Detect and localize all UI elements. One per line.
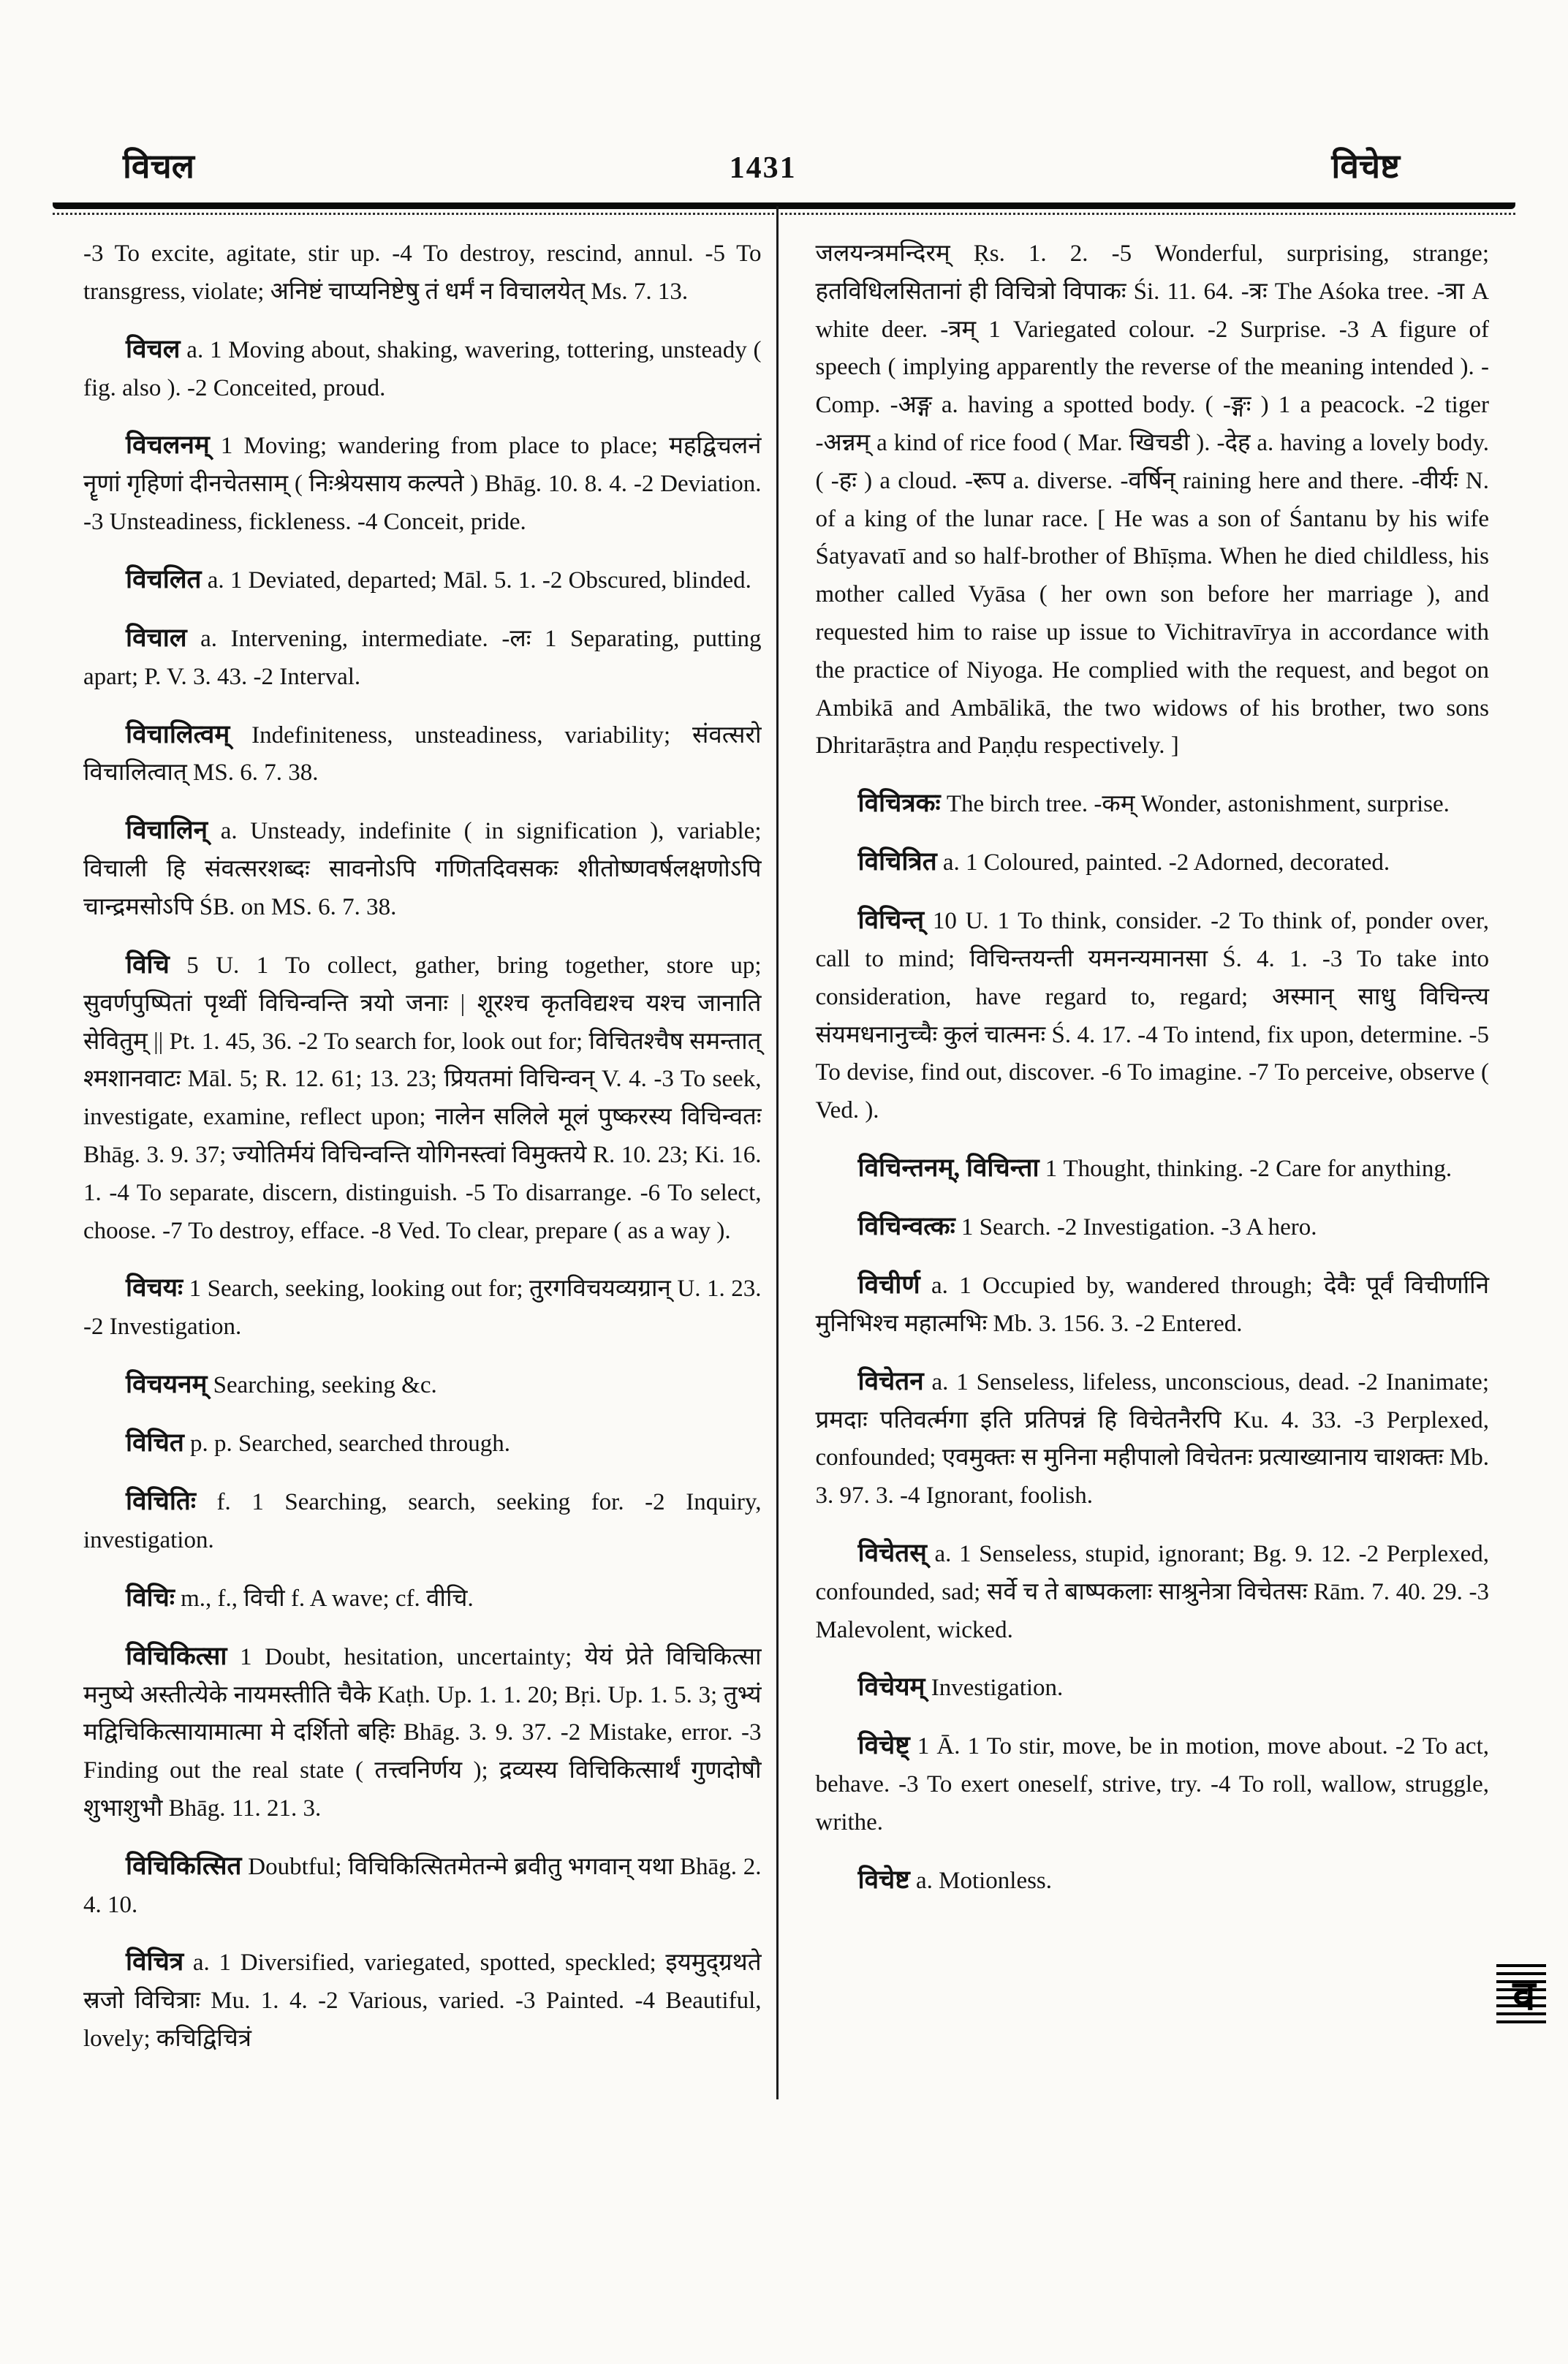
- dictionary-entry: [816, 784, 1490, 824]
- dictionary-entry: [83, 715, 762, 793]
- right-column: [787, 235, 1490, 2077]
- entry-headword: विचिन्त्: [857, 906, 925, 935]
- entry-headword: विचिः: [126, 1583, 175, 1612]
- entry-body: a. 1 Occupied by, wandered through; देवैः पूर्वं विचीर्णानि मुनिभिश्च महात्मभिः Mb. 3. 156. 3. -2 Entered.: [815, 1272, 1490, 1337]
- dictionary-entry: [83, 811, 762, 927]
- entry-body: a. 1 Diversified, variegated, spotted, speckled; इयमुद्ग्रथते स्रजो विचित्राः Mu. 1. 4. -2 Various, varied. -3 Painted. -4 Beautiful, lovely; कचिद्विचित्रं: [83, 1950, 762, 2053]
- entry-headword: विचीर्ण: [857, 1270, 920, 1299]
- dictionary-entry: [83, 235, 762, 311]
- entry-body: 1 Search. -2 Investigation. -3 A hero.: [961, 1213, 1317, 1240]
- entry-body: a. 1 Senseless, lifeless, unconscious, dead. -2 Inanimate; प्रमदाः पतिवर्त्मगा इति प्रतिपन्नं हि विचेतनैरपि Ku. 4. 33. -3 Perplexed, confounded; एवमुक्तः स मुनिना महीपालो विचेतनः प्रत्याख्यानाय चाशक्तः Mb. 3. 97. 3. -4 Ignorant, foolish.: [815, 1368, 1489, 1509]
- dictionary-entry: [83, 1268, 762, 1346]
- entry-headword: विचेष्ट: [857, 1865, 910, 1894]
- dictionary-entry: [816, 901, 1490, 1130]
- dictionary-entry: [83, 330, 762, 408]
- entry-body: 1 Thought, thinking. -2 Care for anything.: [1045, 1155, 1453, 1182]
- entry-body: a. 1 Deviated, departed; Māl. 5. 1. -2 Obscured, blinded.: [207, 567, 751, 594]
- entry-body: p. p. Searched, searched through.: [190, 1430, 511, 1457]
- dictionary-entry: [816, 842, 1490, 882]
- page-number: 1431: [729, 151, 797, 185]
- dictionary-entry: [83, 1637, 762, 1828]
- dictionary-entry: [816, 1207, 1490, 1247]
- dictionary-page: [0, 150, 1568, 2364]
- entry-body: m., f., विची f. A wave; cf. वीचि.: [181, 1585, 474, 1612]
- page-header: [0, 150, 1568, 183]
- entry-body: 1 Ā. 1 To stir, move, be in motion, move about. -2 To act, behave. -3 To exert oneself, strive, try. -4 To roll, wallow, struggle, writhe.: [815, 1733, 1490, 1836]
- entry-headword: विचाल: [126, 623, 187, 652]
- entry-body: Investigation.: [931, 1675, 1064, 1702]
- entry-headword: विचि: [126, 950, 170, 979]
- entry-headword: विचल: [126, 334, 181, 363]
- entry-body: a. 1 Moving about, shaking, wavering, tottering, unsteady ( fig. also ). -2 Conceited, proud.: [83, 336, 762, 401]
- entry-body: a. Unsteady, indefinite ( in signification ), variable; विचाली हि संवत्सरशब्दः सावनोऽपि गणितदिवसकः शीतोष्णवर्षलक्षणोऽपि चान्द्रमसोऽपि ŚB. on MS. 6. 7. 38.: [83, 818, 762, 920]
- entry-body: a. Intervening, intermediate. -लः 1 Separating, putting apart; P. V. 3. 43. -2 Interval.: [83, 625, 762, 690]
- entry-body: Indefiniteness, unsteadiness, variability; संवत्सरो विचालित्वात् MS. 6. 7. 38.: [83, 721, 762, 787]
- entry-headword: विचालिन्: [126, 816, 208, 845]
- entry-headword: विचेतन: [857, 1366, 924, 1395]
- dictionary-entry: [83, 618, 762, 697]
- dictionary-entry: [816, 1667, 1490, 1708]
- header-word-left: विचल: [123, 148, 194, 185]
- entry-body: -3 To excite, agitate, stir up. -4 To destroy, rescind, annul. -5 To transgress, violate; अनिष्टं चाप्यनिष्टेषु तं धर्मं न विचालयेत् Ms. 7. 13.: [83, 240, 762, 305]
- dictionary-entry: [816, 1726, 1490, 1842]
- dictionary-entry: [816, 1148, 1490, 1189]
- entry-headword: विचेष्ट्: [857, 1731, 910, 1760]
- column-divider: [776, 206, 779, 2099]
- entry-headword: विचित्रित: [857, 847, 937, 876]
- entry-body: The birch tree. -कम् Wonder, astonishment, surprise.: [946, 791, 1450, 818]
- entry-headword: विचयः: [126, 1273, 183, 1303]
- entry-body: Searching, seeking &c.: [213, 1372, 437, 1399]
- entry-headword: विचिकित्सा: [126, 1641, 227, 1670]
- entry-headword: विचेतस्: [857, 1538, 927, 1567]
- entry-headword: विचित्रकः: [857, 789, 941, 818]
- margin-thumb-tab: [1496, 1964, 1546, 2028]
- dictionary-entry: [83, 1942, 762, 2058]
- entry-headword: विचलित: [126, 564, 202, 594]
- dictionary-body: [0, 215, 1568, 2077]
- entry-headword: विचेयम्: [857, 1672, 925, 1702]
- entry-body: जलयन्त्रमन्दिरम् Ṛs. 1. 2. -5 Wonderful, surprising, strange; हतविधिलसितानां ही विचित्रो विपाकः Śi. 11. 64. -त्रः The Aśoka tree. -त्रा A white deer. -त्रम् 1 Variegated colour. -2 Surprise. -3 A figure of speech ( implying apparently the reverse of the meaning intended ). -Comp. -अङ्ग a. having a spotted body. ( -ङ्गः ) 1 a peacock. -2 tiger -अन्नम् a kind of rice food ( Mar. खिचडी ). -देह a. having a lovely body. ( -हः ) a cloud. -रूप a. diverse. -वर्षिन् raining here and there. -वीर्यः N. of a king of the lunar race. [ He was a son of Śantanu by his wife Śatyavatī and so half-brother of Bhīṣma. When he died childless, his mother called Vyāsa ( her own son before her marriage ), and requested him to raise up issue to Vichitravīrya in accordance with the practice of Niyoga. He complied with the request, and begot on Ambikā and Ambālikā, the two widows of his brother, two sons Dhritarāṣtra and Paṇḍu respectively. ]: [815, 240, 1489, 759]
- dictionary-entry: [83, 945, 762, 1251]
- dictionary-entry: [816, 1362, 1490, 1515]
- dictionary-entry: [83, 1846, 762, 1925]
- dictionary-entry: [816, 1265, 1490, 1344]
- header-word-right: विचेष्ट: [1331, 148, 1400, 185]
- dictionary-entry: [83, 1423, 762, 1463]
- entry-headword: विचयनम्: [126, 1370, 208, 1399]
- entry-headword: विचित: [126, 1428, 184, 1457]
- entry-body: 10 U. 1 To think, consider. -2 To think of, ponder over, call to mind; विचिन्तयन्ती यमनन्यमानसा Ś. 4. 1. -3 To take into consideration, have regard to, regard; अस्मान् साधु विचिन्त्य संयमधनानुच्चैः कुलं चात्मनः Ś. 4. 17. -4 To intend, fix upon, determine. -5 To devise, find out, discover. -6 To imagine. -7 To perceive, observe ( Ved. ).: [815, 908, 1489, 1124]
- entry-body: 1 Doubt, hesitation, uncertainty; येयं प्रेते विचिकित्सा मनुष्ये अस्तीत्येके नायमस्तीति चैके Kaṭh. Up. 1. 1. 20; Bṛi. Up. 1. 5. 3; तुभ्यं मद्विचिकित्सायामात्मा मे दर्शितो बहिः Bhāg. 3. 9. 37. -2 Mistake, error. -3 Finding out the real state ( तत्त्वनिर्णय ); द्रव्यस्य विचिकित्सार्थं गुणदोषौ शुभाशुभौ Bhāg. 11. 21. 3.: [83, 1643, 762, 1822]
- dictionary-entry: [83, 560, 762, 600]
- entry-headword: विचिन्वत्कः: [857, 1211, 955, 1240]
- thumb-tab-letter: व: [1512, 1974, 1536, 2019]
- dictionary-entry: [83, 1365, 762, 1405]
- entry-body: a. 1 Senseless, stupid, ignorant; Bg. 9. 12. -2 Perplexed, confounded, sad; सर्वे च ते बाष्पकलाः साश्रुनेत्रा विचेतसः Rām. 7. 40. 29. -3 Malevolent, wicked.: [815, 1540, 1489, 1643]
- entry-headword: विचालित्वम्: [126, 719, 230, 749]
- entry-body: 5 U. 1 To collect, gather, bring together, store up; सुवर्णपुष्पितां पृथ्वीं विचिन्वन्ति त्रयो जनाः | शूरश्च कृतविद्यश्च यश्च जानाति सेवितुम् || Pt. 1. 45, 36. -2 To search for, look out for; विचितश्चैष समन्तात् श्मशानवाटः Māl. 5; R. 12. 61; 13. 23; प्रियतमां विचिन्वन् V. 4. -3 To seek, investigate, examine, reflect upon; नालेन सलिले मूलं पुष्करस्य विचिन्वतः Bhāg. 3. 9. 37; ज्योतिर्मयं विचिन्वन्ति योगिनस्त्वां विमुक्तये R. 10. 23; Ki. 16. 1. -4 To separate, discern, distinguish. -5 To disarrange. -6 To select, choose. -7 To destroy, efface. -8 Ved. To clear, prepare ( as a way ).: [83, 952, 762, 1244]
- entry-headword: विचितिः: [126, 1486, 196, 1515]
- entry-headword: विचिन्तनम्, विचिन्ता: [857, 1153, 1039, 1182]
- entry-headword: विचलनम्: [126, 431, 210, 460]
- dictionary-entry: [83, 1482, 762, 1560]
- dictionary-entry: [816, 1534, 1490, 1650]
- entry-body: Doubtful; विचिकित्सितमेतन्मे ब्रवीतु भगवान् यथा Bhāg. 2. 4. 10.: [83, 1853, 762, 1918]
- entry-headword: विचित्र: [126, 1947, 184, 1977]
- dictionary-entry: [816, 1860, 1490, 1901]
- entry-body: a. Motionless.: [915, 1867, 1053, 1894]
- left-column: [83, 235, 787, 2077]
- entry-body: 1 Search, seeking, looking out for; तुरगविचयव्यग्रान् U. 1. 23. -2 Investigation.: [83, 1276, 762, 1341]
- header-rule: [53, 202, 1515, 209]
- dictionary-entry: [83, 1578, 762, 1618]
- dictionary-entry: [816, 235, 1490, 765]
- entry-body: 1 Moving; wandering from place to place; महद्विचलनं नॄणां गृहिणां दीनचेतसाम् ( निःश्रेयसाय कल्पते ) Bhāg. 10. 8. 4. -2 Deviation. -3 Unsteadiness, fickleness. -4 Conceit, pride.: [83, 433, 762, 536]
- dictionary-entry: [83, 425, 762, 542]
- entry-body: f. 1 Searching, search, seeking for. -2 Inquiry, investigation.: [83, 1488, 762, 1553]
- entry-body: a. 1 Coloured, painted. -2 Adorned, decorated.: [942, 849, 1390, 876]
- entry-headword: विचिकित्सित: [126, 1851, 242, 1880]
